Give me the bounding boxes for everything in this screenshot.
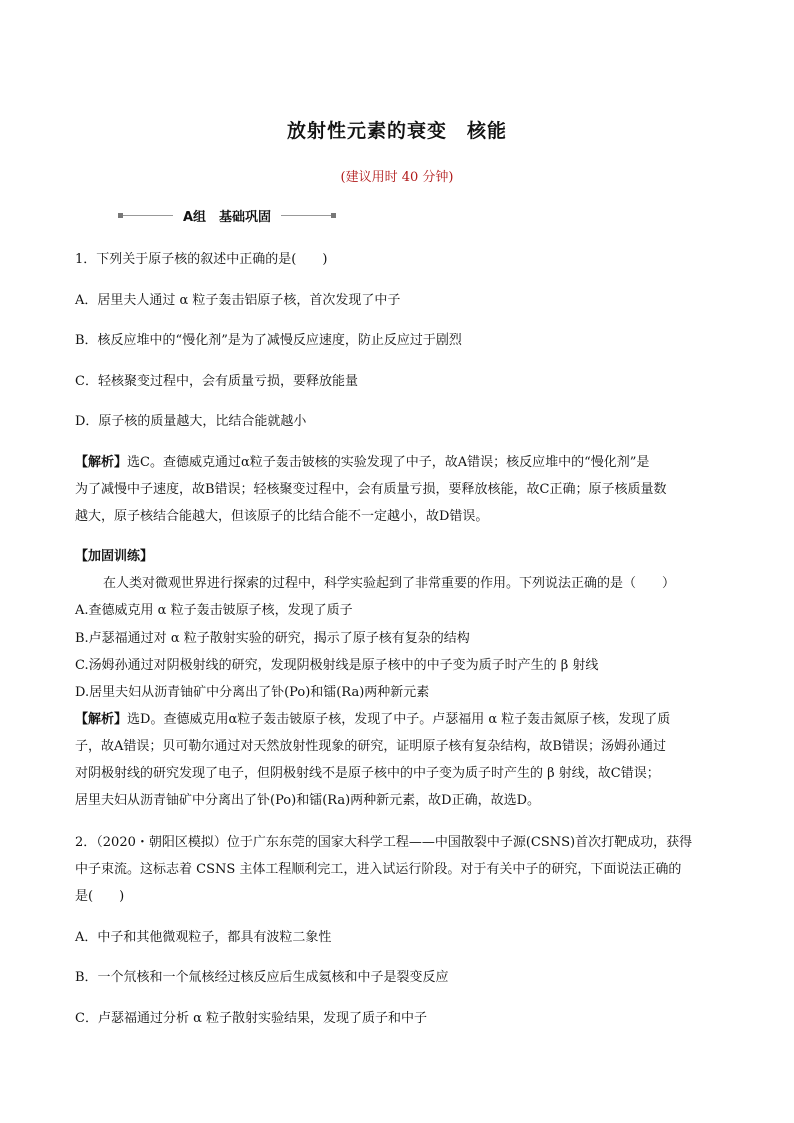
question-2-option-a: A．中子和其他微观粒子，都具有波粒二象性 bbox=[75, 930, 332, 945]
section-header-group-a bbox=[120, 206, 334, 224]
question-1-option-b: B．核反应堆中的“慢化剂”是为了减慢反应速度，防止反应过于剧烈 bbox=[75, 333, 462, 348]
question-2-option-b: B．一个氘核和一个氚核经过核反应后生成氦核和中子是裂变反应 bbox=[75, 970, 449, 985]
question-1-analysis-line-1 bbox=[75, 451, 725, 470]
extra-stem: 在人类对微观世界进行探索的过程中，科学实验起到了非常重要的作用。下列说法正确的是（ ） bbox=[103, 576, 676, 591]
extra-analysis-line-4: 居里夫妇从沥青铀矿中分离出了钋(Po)和镭(Ra)两种新元素，故D正确，故选D。 bbox=[75, 793, 541, 808]
extra-option-d: D.居里夫妇从沥青铀矿中分离出了钋(Po)和镭(Ra)两种新元素 bbox=[75, 685, 430, 700]
extra-analysis-line-1 bbox=[75, 708, 725, 727]
extra-option-c: C.汤姆孙通过对阴极射线的研究，发现阴极射线是原子核中的中子变为质子时产生的 β 射线 bbox=[75, 658, 599, 673]
question-2-stem-line-3: 是( ) bbox=[75, 889, 125, 904]
extra-training-label: 【加固训练】 bbox=[75, 549, 154, 564]
analysis-text: 选C。查德威克通过α粒子轰击铍核的实验发现了中子，故A错误；核反应堆中的“慢化剂”是 bbox=[127, 455, 650, 470]
extra-analysis-line-2: 子，故A错误；贝可勒尔通过对天然放射性现象的研究，证明原子核有复杂结构，故B错误；汤姆孙通过 bbox=[75, 739, 666, 754]
extra-option-a: A.查德威克用 α 粒子轰击铍原子核，发现了质子 bbox=[75, 603, 353, 618]
question-1-option-a: A．居里夫人通过 α 粒子轰击铝原子核，首次发现了中子 bbox=[75, 293, 401, 308]
question-2-option-c: C．卢瑟福通过分析 α 粒子散射实验结果，发现了质子和中子 bbox=[75, 1011, 427, 1026]
divider-right bbox=[281, 215, 334, 216]
question-1-analysis-line-3: 越大，原子核结合能越大，但该原子的比结合能不一定越小，故D错误。 bbox=[75, 509, 489, 524]
analysis-text: 选D。查德威克用α粒子轰击铍原子核，发现了中子。卢瑟福用 α 粒子轰击氮原子核，发现了质 bbox=[127, 712, 671, 727]
page-title: 放射性元素的衰变 核能 bbox=[286, 120, 507, 142]
question-2-stem-line-1: 2．（2020・朝阳区模拟）位于广东东莞的国家大科学工程——中国散裂中子源(CSNS)首次打靶成功，获得 bbox=[75, 835, 693, 850]
question-1-stem: 1．下列关于原子核的叙述中正确的是( ) bbox=[75, 252, 328, 267]
question-1-analysis-line-2: 为了减慢中子速度，故B错误；轻核聚变过程中，会有质量亏损，要释放核能，故C正确；原子核质量数 bbox=[75, 482, 667, 497]
divider-left bbox=[120, 215, 173, 216]
extra-analysis-line-3: 对阴极射线的研究发现了电子，但阴极射线不是原子核中的中子变为质子时产生的 β 射线，故C错误； bbox=[75, 766, 660, 781]
analysis-label: 【解析】 bbox=[75, 455, 128, 470]
question-1-option-c: C．轻核聚变过程中，会有质量亏损，要释放能量 bbox=[75, 374, 358, 389]
extra-option-b: B.卢瑟福通过对 α 粒子散射实验的研究，揭示了原子核有复杂的结构 bbox=[75, 631, 470, 646]
question-1-option-d: D．原子核的质量越大，比结合能就越小 bbox=[75, 414, 307, 429]
analysis-label: 【解析】 bbox=[75, 712, 128, 727]
question-2-stem-line-2: 中子束流。这标志着 CSNS 主体工程顺利完工，进入试运行阶段。对于有关中子的研究，下面说法正确的 bbox=[75, 862, 682, 877]
section-label: A组 基础巩固 bbox=[182, 209, 272, 225]
suggested-time: (建议用时 40 分钟) bbox=[340, 170, 454, 185]
